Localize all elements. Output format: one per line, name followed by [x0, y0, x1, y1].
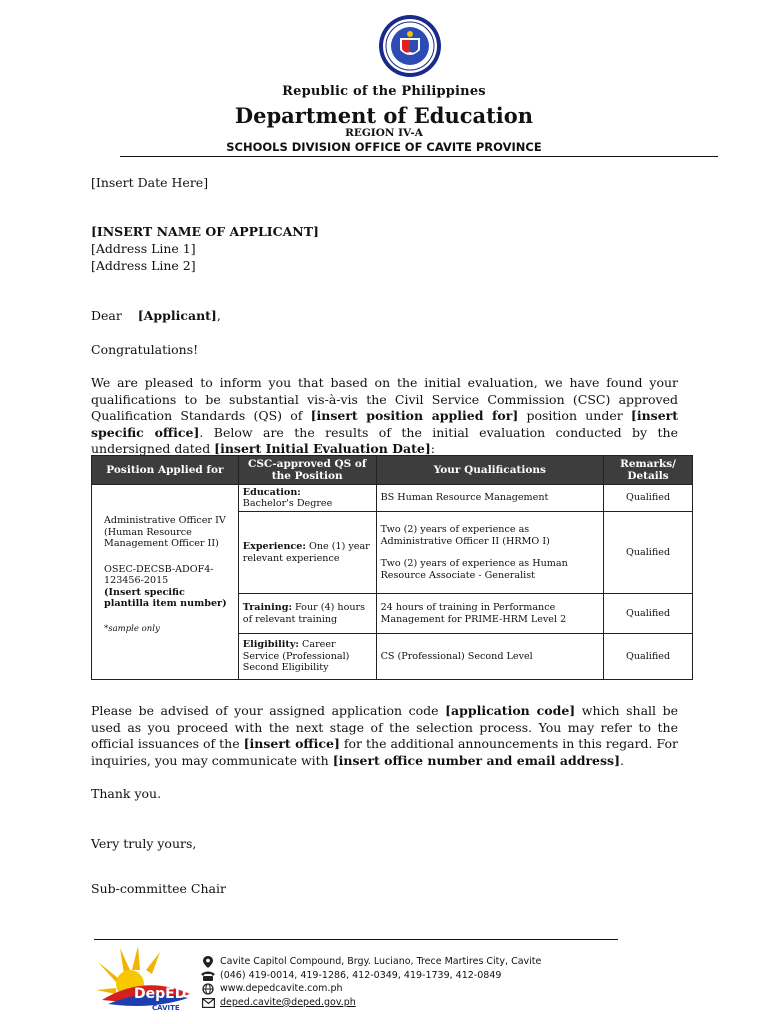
svg-text:CAVITE: CAVITE: [152, 1004, 180, 1012]
qs-experience: Experience: One (1) year relevant experience: [238, 512, 376, 594]
table-row: [92, 485, 693, 512]
instructions-paragraph: Please be advised of your assigned application code [application code] which shall be used as you proceed with the next stage of the selection process. You may refer to the official issuances of the [insert office] for the additional announcements in this regard. For inquiries, you may communicate with [insert office number and email address].: [91, 703, 678, 768]
salutation: Dear [Applicant],: [91, 308, 221, 323]
sample-note: *sample only: [104, 623, 160, 634]
header-divider: [120, 156, 718, 157]
region-heading: REGION IV-A: [345, 127, 423, 139]
remark-training: Qualified: [604, 594, 693, 634]
position-code: OSEC-DECSB-ADOF4-123456-2015: [104, 563, 214, 586]
footer-phone-row: [200, 969, 541, 983]
table-header-row: [92, 456, 693, 485]
svg-text:DepED: DepED: [134, 986, 187, 1002]
header-position: Position Applied for: [92, 456, 239, 485]
footer-contact: [200, 955, 541, 1009]
department-heading: Department of Education: [234, 103, 534, 128]
position-cell: [92, 485, 239, 680]
footer-website-row: [200, 982, 541, 996]
footer-email[interactable]: deped.cavite@deped.gov.ph: [220, 996, 356, 1008]
qs-education: Education: Bachelor's Degree: [238, 485, 376, 512]
signatory-line: Sub-committee Chair: [91, 881, 226, 896]
qual-training: 24 hours of training in Performance Management for PRIME-HRM Level 2: [376, 594, 604, 634]
header-remarks: Remarks/ Details: [604, 456, 693, 485]
letter-date: [Insert Date Here]: [91, 175, 209, 190]
qs-eligibility: Eligibility: Career Service (Professional) Second Eligibility: [238, 634, 376, 680]
closing-line: Very truly yours,: [91, 836, 197, 851]
qual-eligibility: CS (Professional) Second Level: [376, 634, 604, 680]
applicant-name: [INSERT NAME OF APPLICANT]: [91, 224, 319, 239]
position-title: Administrative Officer IV (Human Resource Management Officer II): [104, 515, 226, 549]
congratulations-line: Congratulations!: [91, 342, 199, 357]
remark-eligibility: Qualified: [604, 634, 693, 680]
footer-address: Cavite Capitol Compound, Brgy. Luciano, Trece Martires City, Cavite: [220, 956, 542, 967]
address-line-1: [Address Line 1]: [91, 241, 196, 256]
location-pin-icon: [200, 956, 216, 968]
thank-you-line: Thank you.: [91, 786, 162, 801]
footer-website[interactable]: www.depedcavite.com.ph: [220, 983, 343, 995]
footer-divider: [94, 939, 618, 940]
footer-phones: (046) 419-0014, 419-1286, 412-0349, 419-1739, 412-0849: [220, 969, 502, 981]
header-csc-qs: CSC-approved QS of the Position: [238, 456, 376, 485]
globe-icon: [200, 983, 216, 995]
remark-education: Qualified: [604, 485, 693, 512]
position-note: (Insert specific plantilla item number): [104, 586, 227, 609]
footer-email-row: [200, 996, 541, 1010]
intro-paragraph: We are pleased to inform you that based on the initial evaluation, we have found your qualifications to be substantial vis-à-vis the Civil Service Commission (CSC) approved Qualification Standards (QS) of [insert position applied for] position under [insert specific office]. Below are the results of the initial evaluation conducted by the undersigned dated [insert Initial Evaluation Date]:: [91, 375, 679, 456]
division-heading: SCHOOLS DIVISION OFFICE OF CAVITE PROVINCE: [226, 140, 542, 154]
qualifications-table: [91, 455, 693, 680]
qual-education: BS Human Resource Management: [376, 485, 604, 512]
republic-heading: Republic of the Philippines: [282, 84, 486, 99]
deped-cavite-logo-icon: [94, 944, 194, 1014]
telephone-icon: [200, 969, 216, 981]
qs-training: Training: Four (4) hours of relevant training: [238, 594, 376, 634]
remark-experience: Qualified: [604, 512, 693, 594]
address-line-2: [Address Line 2]: [91, 258, 196, 273]
footer-address-row: [200, 955, 541, 969]
qual-experience: Two (2) years of experience as Administrative Officer II (HRMO I) Two (2) years of experience as Human Resource Associate - Generalist: [376, 512, 604, 594]
header-your-qualifications: Your Qualifications: [376, 456, 604, 485]
envelope-icon: [200, 997, 216, 1009]
deped-seal-icon: [378, 14, 442, 78]
